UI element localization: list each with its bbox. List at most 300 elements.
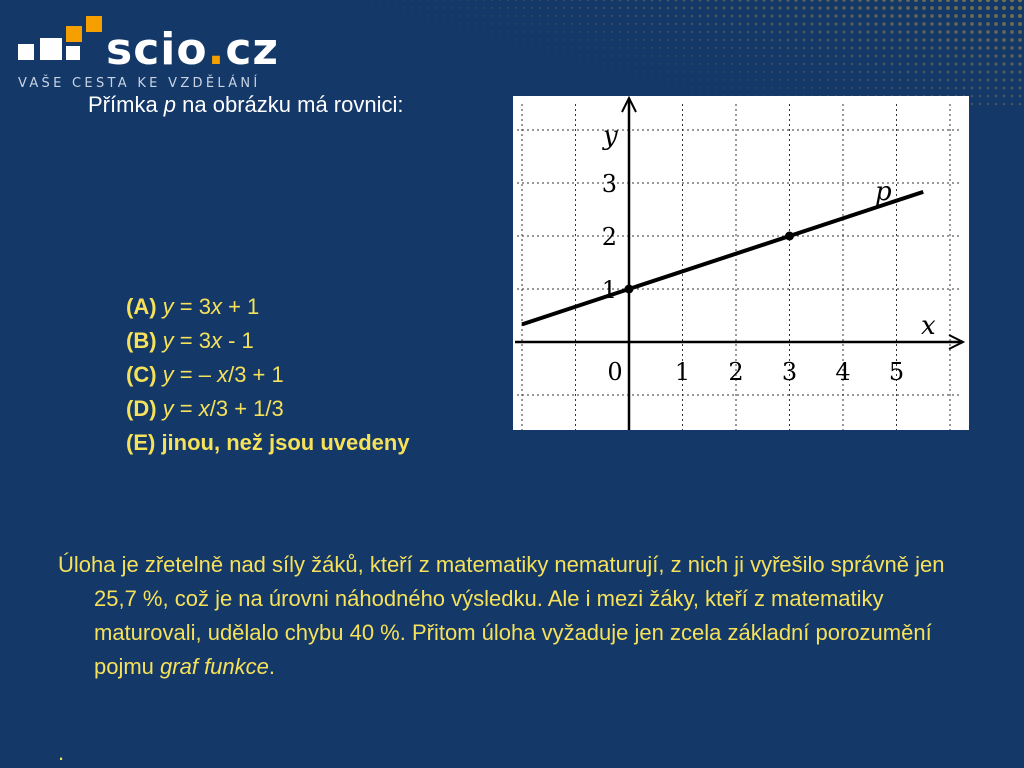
decor-dot bbox=[363, 7, 364, 8]
decor-dot bbox=[539, 55, 540, 56]
decor-dot bbox=[483, 39, 484, 40]
decor-dot bbox=[914, 22, 918, 26]
decor-dot bbox=[691, 55, 693, 57]
decor-dot bbox=[379, 7, 380, 8]
decor-dot bbox=[827, 39, 830, 42]
decor-dot bbox=[962, 6, 966, 10]
decor-dot bbox=[363, 0, 364, 1]
decor-dot bbox=[883, 47, 886, 50]
decor-dot bbox=[659, 15, 661, 17]
decor-dot bbox=[571, 63, 572, 64]
decor-dot bbox=[667, 71, 669, 73]
decor-dot bbox=[819, 71, 821, 73]
decor-dot bbox=[723, 23, 726, 26]
decor-dot bbox=[835, 63, 837, 65]
decor-dot bbox=[986, 14, 990, 18]
decor-dot bbox=[595, 71, 596, 72]
decor-dot bbox=[707, 15, 710, 18]
decor-dot bbox=[978, 0, 982, 2]
decor-dot bbox=[946, 46, 949, 49]
decor-dot bbox=[922, 14, 926, 18]
question-text bbox=[88, 92, 403, 118]
decor-dot bbox=[707, 87, 708, 88]
decor-dot bbox=[842, 6, 845, 9]
decor-dot bbox=[699, 47, 701, 49]
explanation-term: graf funkce bbox=[160, 654, 269, 679]
decor-dot bbox=[827, 47, 830, 50]
decor-dot bbox=[451, 7, 453, 9]
decor-dot bbox=[874, 30, 877, 33]
decor-dot bbox=[563, 31, 565, 33]
decor-dot bbox=[779, 23, 782, 26]
logo-square-small-2 bbox=[40, 38, 62, 60]
decor-dot bbox=[819, 87, 821, 89]
decor-dot bbox=[483, 15, 485, 17]
decor-dot bbox=[723, 87, 725, 89]
decor-dot bbox=[755, 31, 758, 34]
decor-dot bbox=[675, 0, 678, 1]
decor-dot bbox=[794, 14, 797, 17]
decor-dot bbox=[746, 0, 749, 2]
decor-dot bbox=[635, 0, 638, 1]
decor-dot bbox=[395, 7, 396, 8]
decor-dot bbox=[955, 87, 958, 90]
decor-dot bbox=[898, 14, 902, 18]
decor-dot bbox=[987, 95, 990, 98]
decor-dot bbox=[795, 55, 797, 57]
decor-dot bbox=[842, 0, 846, 2]
decor-dot bbox=[515, 47, 516, 48]
decor-dot bbox=[763, 39, 766, 42]
decor-dot bbox=[962, 62, 965, 65]
decor-dot bbox=[515, 0, 517, 1]
decor-dot bbox=[954, 30, 958, 34]
explanation-main: Úloha je zřetelně nad síly žáků, kteří z matematiky nematurují, z nich ji vyřešilo správně jen 25,7 %, což je na úrovni náhodného výsledku. Ale i mezi žáky, kteří z matematiky maturovali, udělalo chybu 40 %. Přitom úloha vyžaduje jen zcela základní porozumění pojmu bbox=[58, 552, 945, 679]
decor-dot bbox=[667, 55, 669, 57]
decor-dot bbox=[987, 87, 990, 90]
decor-dot bbox=[995, 95, 998, 98]
decor-dot bbox=[1018, 78, 1021, 81]
answer-options bbox=[126, 290, 410, 460]
decor-dot bbox=[842, 30, 845, 33]
decor-dot bbox=[843, 63, 845, 65]
decor-dot bbox=[579, 63, 580, 64]
decor-dot bbox=[531, 31, 533, 33]
decor-dot bbox=[539, 0, 541, 1]
decor-dot bbox=[579, 23, 581, 25]
decor-dot bbox=[675, 15, 678, 18]
decor-dot bbox=[659, 0, 662, 1]
decor-dot bbox=[403, 7, 404, 8]
decor-dot bbox=[914, 14, 918, 18]
decor-dot bbox=[387, 7, 388, 8]
decor-dot bbox=[763, 31, 766, 34]
decor-dot bbox=[1010, 62, 1013, 65]
decor-dot bbox=[603, 15, 605, 17]
decor-dot bbox=[810, 0, 813, 2]
decor-dot bbox=[715, 7, 718, 10]
decor-dot bbox=[739, 15, 742, 18]
decor-dot bbox=[643, 15, 645, 17]
decor-dot bbox=[843, 39, 846, 42]
decor-dot bbox=[419, 7, 420, 8]
option-mid: = – bbox=[173, 362, 218, 387]
decor-dot bbox=[858, 0, 862, 2]
decor-dot bbox=[603, 71, 604, 72]
decor-dot bbox=[875, 71, 878, 74]
decor-dot bbox=[978, 14, 982, 18]
decor-dot bbox=[659, 79, 660, 80]
decor-dot bbox=[1018, 62, 1021, 65]
decor-dot bbox=[675, 79, 676, 80]
decor-dot bbox=[795, 87, 797, 89]
decor-dot bbox=[555, 7, 557, 9]
decor-dot bbox=[834, 0, 838, 2]
decor-dot bbox=[835, 71, 837, 73]
decor-dot bbox=[946, 54, 949, 57]
decor-dot bbox=[770, 0, 773, 2]
decor-dot bbox=[786, 0, 789, 2]
trailing-dot: . bbox=[58, 740, 65, 765]
decor-dot bbox=[707, 79, 709, 81]
decor-dot bbox=[659, 71, 661, 73]
decor-dot bbox=[539, 15, 541, 17]
decor-dot bbox=[491, 0, 493, 1]
decor-dot bbox=[579, 47, 581, 49]
decor-dot bbox=[866, 6, 870, 10]
decor-dot bbox=[779, 39, 782, 42]
decor-dot bbox=[555, 47, 556, 48]
decor-dot bbox=[475, 23, 476, 24]
decor-dot bbox=[954, 22, 958, 26]
question-variable: p bbox=[163, 92, 177, 117]
decor-dot bbox=[986, 70, 989, 73]
decor-dot bbox=[1019, 95, 1022, 98]
x-tick-label: 1 bbox=[674, 358, 691, 386]
decor-dot bbox=[851, 71, 853, 73]
decor-dot bbox=[946, 0, 950, 2]
decor-dot bbox=[459, 7, 461, 9]
decor-dot bbox=[731, 87, 733, 89]
decor-dot bbox=[1002, 62, 1005, 65]
decor-dot bbox=[866, 0, 870, 2]
decor-dot bbox=[531, 39, 532, 40]
decor-dot bbox=[890, 0, 894, 2]
decor-dot bbox=[595, 47, 597, 49]
decor-dot bbox=[882, 14, 885, 17]
decor-dot bbox=[979, 87, 982, 90]
decor-dot bbox=[643, 63, 645, 65]
decor-dot bbox=[699, 31, 701, 33]
x-tick-label: 5 bbox=[888, 358, 905, 386]
decor-dot bbox=[850, 30, 853, 33]
decor-dot bbox=[675, 39, 677, 41]
decor-dot bbox=[491, 23, 493, 25]
decor-dot bbox=[683, 63, 685, 65]
decor-dot bbox=[907, 87, 909, 89]
decor-dot bbox=[1010, 22, 1014, 26]
decor-dot bbox=[627, 71, 628, 72]
decor-dot bbox=[794, 6, 797, 9]
decor-dot bbox=[1010, 0, 1014, 2]
decor-dot bbox=[898, 46, 901, 49]
decor-dot bbox=[763, 71, 765, 73]
decor-dot bbox=[811, 31, 814, 34]
decor-dot bbox=[962, 22, 966, 26]
decor-dot bbox=[659, 63, 661, 65]
decor-dot bbox=[643, 79, 644, 80]
decor-dot bbox=[627, 23, 629, 25]
line-graph-panel bbox=[513, 96, 969, 430]
decor-dot bbox=[755, 15, 758, 18]
logo-dot: . bbox=[207, 24, 226, 75]
decor-dot bbox=[922, 30, 925, 33]
line-p-label: p bbox=[875, 177, 892, 207]
origin-label: 0 bbox=[607, 358, 623, 386]
decor-dot bbox=[619, 0, 622, 1]
decor-dot bbox=[858, 6, 862, 10]
decor-dot bbox=[691, 71, 693, 73]
decor-dot bbox=[970, 46, 973, 49]
decor-dot bbox=[699, 15, 702, 18]
decor-dot bbox=[723, 15, 726, 18]
decor-dot bbox=[994, 46, 997, 49]
decor-dot bbox=[699, 71, 701, 73]
decor-dot bbox=[611, 0, 614, 1]
decor-dot bbox=[523, 31, 525, 33]
decor-dot bbox=[779, 87, 781, 89]
decor-dot bbox=[635, 55, 637, 57]
decor-dot bbox=[651, 79, 652, 80]
decor-dot bbox=[930, 30, 933, 33]
decor-dot bbox=[731, 71, 733, 73]
decor-dot bbox=[898, 30, 901, 33]
decor-dot bbox=[938, 30, 941, 33]
decor-dot bbox=[483, 0, 485, 1]
decor-dot bbox=[915, 87, 917, 89]
decor-dot bbox=[866, 22, 869, 25]
decor-dot bbox=[627, 7, 629, 9]
decor-dot bbox=[627, 31, 629, 33]
decor-dot bbox=[459, 15, 461, 17]
decor-dot bbox=[867, 79, 869, 81]
decor-dot bbox=[595, 15, 597, 17]
decor-dot bbox=[850, 6, 853, 9]
decor-dot bbox=[555, 55, 556, 56]
decor-dot bbox=[803, 23, 806, 26]
decor-dot bbox=[651, 55, 653, 57]
decor-dot bbox=[539, 23, 541, 25]
decor-dot bbox=[779, 55, 781, 57]
decor-dot bbox=[914, 30, 917, 33]
decor-dot bbox=[882, 30, 885, 33]
decor-dot bbox=[923, 55, 926, 58]
option-b bbox=[126, 324, 410, 358]
decor-dot bbox=[802, 14, 805, 17]
decor-dot bbox=[667, 23, 669, 25]
decor-dot bbox=[731, 79, 733, 81]
decor-dot bbox=[971, 79, 974, 82]
decor-dot bbox=[947, 71, 950, 74]
decor-dot bbox=[531, 15, 533, 17]
decor-dot bbox=[507, 39, 508, 40]
decor-dot bbox=[707, 39, 709, 41]
option-rest: /3 + 1/3 bbox=[209, 396, 284, 421]
decor-dot bbox=[531, 55, 532, 56]
decor-dot bbox=[651, 23, 653, 25]
decor-dot bbox=[563, 7, 565, 9]
decor-dot bbox=[970, 14, 974, 18]
x-tick-label: 2 bbox=[728, 358, 744, 386]
decor-dot bbox=[747, 63, 749, 65]
decor-dot bbox=[339, 0, 340, 1]
decor-dot bbox=[986, 30, 990, 34]
decor-dot bbox=[739, 71, 741, 73]
decor-dot bbox=[851, 39, 854, 42]
decor-dot bbox=[771, 15, 774, 18]
decor-dot bbox=[954, 14, 958, 18]
decor-dot bbox=[771, 23, 774, 26]
decor-dot bbox=[443, 31, 444, 32]
decor-dot bbox=[859, 39, 862, 42]
decor-dot bbox=[747, 31, 750, 34]
decor-dot bbox=[891, 47, 894, 50]
option-mid: = bbox=[173, 396, 199, 421]
decor-dot bbox=[818, 22, 821, 25]
decor-dot bbox=[619, 63, 620, 64]
decor-dot bbox=[467, 31, 468, 32]
decor-dot bbox=[882, 22, 885, 25]
decor-dot bbox=[978, 62, 981, 65]
decor-dot bbox=[587, 39, 589, 41]
decor-dot bbox=[595, 55, 596, 56]
decor-dot bbox=[587, 63, 588, 64]
decor-dot bbox=[659, 39, 661, 41]
decor-dot bbox=[467, 0, 469, 1]
decor-dot bbox=[667, 0, 670, 1]
decor-dot bbox=[507, 15, 509, 17]
decor-dot bbox=[891, 55, 894, 58]
decor-dot bbox=[842, 22, 845, 25]
question-prefix: Přímka bbox=[88, 92, 164, 117]
decor-dot bbox=[515, 31, 517, 33]
decor-dot bbox=[802, 0, 805, 2]
option-d bbox=[126, 392, 410, 426]
decor-dot bbox=[555, 39, 557, 41]
decor-dot bbox=[810, 22, 813, 25]
decor-dot bbox=[1003, 87, 1006, 90]
decor-dot bbox=[683, 55, 685, 57]
decor-dot bbox=[938, 46, 941, 49]
decor-dot bbox=[890, 22, 893, 25]
decor-dot bbox=[795, 31, 798, 34]
decor-dot bbox=[931, 63, 934, 66]
decor-dot bbox=[731, 7, 734, 10]
decor-dot bbox=[946, 6, 950, 10]
decor-dot bbox=[906, 38, 909, 41]
decor-dot bbox=[563, 47, 564, 48]
logo-tagline: VAŠE CESTA KE VZDĚLÁNÍ bbox=[18, 76, 261, 91]
option-letter: (E) bbox=[126, 430, 156, 455]
decor-dot bbox=[1002, 30, 1006, 34]
decor-dot bbox=[395, 15, 396, 16]
decor-dot bbox=[858, 22, 861, 25]
decor-dot bbox=[954, 46, 957, 49]
decor-dot bbox=[835, 79, 837, 81]
decor-dot bbox=[427, 7, 429, 9]
decor-dot bbox=[819, 63, 821, 65]
decor-dot bbox=[843, 79, 845, 81]
decor-dot bbox=[667, 79, 668, 80]
decor-dot bbox=[691, 79, 693, 81]
decor-dot bbox=[907, 55, 910, 58]
decor-dot bbox=[1019, 103, 1022, 106]
decor-dot bbox=[611, 31, 613, 33]
decor-dot bbox=[603, 55, 605, 57]
decor-dot bbox=[475, 15, 477, 17]
decor-dot bbox=[755, 23, 758, 26]
decor-dot bbox=[459, 0, 461, 1]
decor-dot bbox=[523, 15, 525, 17]
decor-dot bbox=[723, 7, 726, 10]
decor-dot bbox=[547, 47, 548, 48]
decor-dot bbox=[435, 15, 436, 16]
decor-dot bbox=[922, 46, 925, 49]
decor-dot bbox=[675, 71, 677, 73]
decor-dot bbox=[875, 47, 878, 50]
decor-dot bbox=[691, 0, 694, 1]
decor-dot bbox=[619, 31, 621, 33]
decor-dot bbox=[547, 55, 548, 56]
decor-dot bbox=[603, 47, 605, 49]
decor-dot bbox=[451, 0, 453, 1]
decor-dot bbox=[794, 0, 797, 2]
decor-dot bbox=[754, 6, 757, 9]
decor-dot bbox=[859, 79, 861, 81]
decor-dot bbox=[962, 46, 965, 49]
decor-dot bbox=[539, 39, 540, 40]
decor-dot bbox=[435, 23, 436, 24]
decor-dot bbox=[970, 38, 973, 41]
decor-dot bbox=[643, 7, 646, 10]
decor-dot bbox=[635, 31, 637, 33]
decor-dot bbox=[627, 0, 630, 1]
decor-dot bbox=[331, 0, 332, 1]
x-tick-label: 4 bbox=[835, 358, 851, 386]
decor-dot bbox=[1002, 70, 1005, 73]
decor-dot bbox=[435, 0, 437, 1]
decor-dot bbox=[795, 79, 797, 81]
decor-dot bbox=[723, 31, 725, 33]
decor-dot bbox=[890, 38, 893, 41]
decor-dot bbox=[691, 23, 693, 25]
decor-dot bbox=[427, 0, 429, 1]
decor-dot bbox=[755, 87, 757, 89]
decor-dot bbox=[930, 0, 934, 2]
decor-dot bbox=[387, 15, 388, 16]
decor-dot bbox=[994, 38, 998, 42]
decor-dot bbox=[539, 31, 541, 33]
decor-dot bbox=[971, 71, 974, 74]
decor-dot bbox=[531, 47, 532, 48]
decor-dot bbox=[699, 39, 701, 41]
decor-dot bbox=[595, 39, 597, 41]
decor-dot bbox=[779, 79, 781, 81]
decor-dot bbox=[819, 39, 822, 42]
decor-dot bbox=[643, 39, 645, 41]
decor-dot bbox=[994, 14, 998, 18]
decor-dot bbox=[675, 47, 677, 49]
